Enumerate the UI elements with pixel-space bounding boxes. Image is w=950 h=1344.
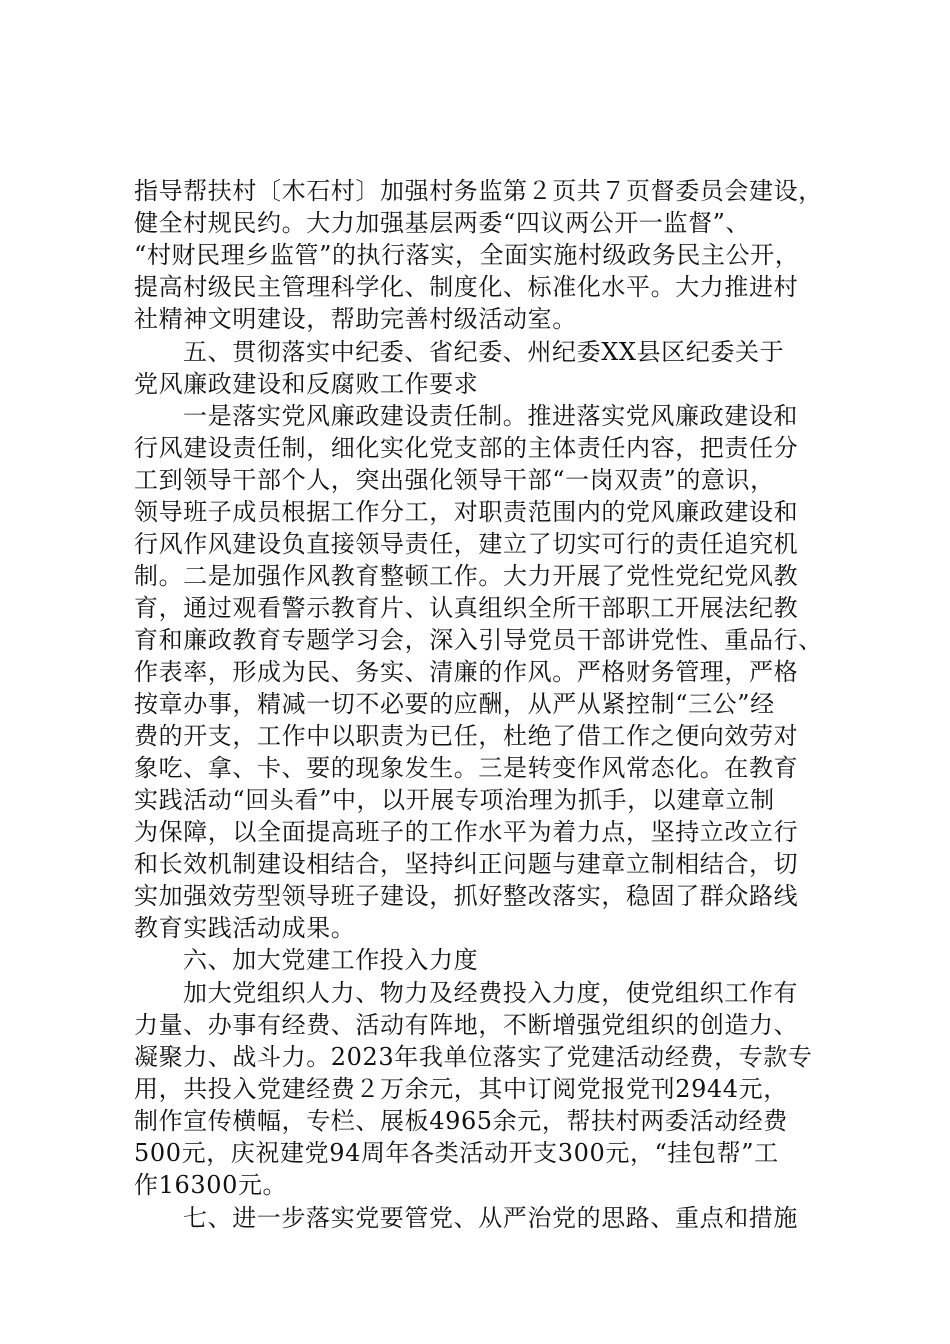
text-line: 实践活动“回头看”中，以开展专项治理为抓手，以建章立制 xyxy=(134,786,775,814)
text-line: 提高村级民主管理科学化、制度化、标准化水平。大力推进村 xyxy=(134,273,799,301)
text-line: 实加强效劳型领导班子建设，抓好整改落实，稳固了群众路线 xyxy=(134,882,799,910)
text-line: 育和廉政教育专题学习会，深入引导党员干部讲党性、重品行、 xyxy=(134,626,823,654)
text-line: 力量、办事有经费、活动有阵地，不断增强党组织的创造力、 xyxy=(134,1011,799,1039)
text-line: 领导班子成员根据工作分工，对职责范围内的党风廉政建设和 xyxy=(134,498,799,526)
text-line: 育，通过观看警示教育片、认真组织全所干部职工开展法纪教 xyxy=(134,594,799,622)
text-line: 行风作风建设负直接领导责任，建立了切实可行的责任追究机 xyxy=(134,530,799,558)
text-line: 和长效机制建设相结合，坚持纠正问题与建章立制相结合，切 xyxy=(134,850,799,878)
section-heading-cont: 党风廉政建设和反腐败工作要求 xyxy=(134,370,479,398)
text-line: “村财民理乡监管”的执行落实，全面实施村级政务民主公开， xyxy=(134,241,800,269)
text-line: 指导帮扶村〔木石村〕加强村务监第２页共７页督委员会建设， xyxy=(134,177,823,205)
text-line: 用，共投入党建经费２万余元，其中订阅党报党刊2944元， xyxy=(134,1075,788,1103)
text-line: 按章办事，精减一切不必要的应酬，从严从紧控制“三公”经 xyxy=(134,690,775,718)
text-line: 行风建设责任制，细化实化党支部的主体责任内容，把责任分 xyxy=(134,434,799,462)
text-line: 为保障，以全面提高班子的工作水平为着力点，坚持立改立行 xyxy=(134,818,799,846)
text-line: 凝聚力、战斗力。2023年我单位落实了党建活动经费，专款专 xyxy=(134,1043,813,1071)
text-line: 制。二是加强作风教育整顿工作。大力开展了党性党纪党风教 xyxy=(134,562,799,590)
text-line: 象吃、拿、卡、要的现象发生。三是转变作风常态化。在教育 xyxy=(134,754,799,782)
text-line: 社精神文明建设，帮助完善村级活动室。 xyxy=(134,305,577,333)
text-line: 教育实践活动成果。 xyxy=(134,914,356,942)
text-line: 工到领导干部个人，突出强化领导干部“一岗双责”的意识， xyxy=(134,466,775,494)
text-line: 500元，庆祝建党94周年各类活动开支300元，“挂包帮”工 xyxy=(134,1139,779,1167)
paragraph-start: 加大党组织人力、物力及经费投入力度，使党组织工作有 xyxy=(183,979,798,1007)
section-heading: 五、贯彻落实中纪委、省纪委、州纪委XX县区纪委关于 xyxy=(183,338,785,366)
text-line: 制作宣传横幅，专栏、展板4965余元，帮扶村两委活动经费 xyxy=(134,1107,788,1135)
section-heading: 七、进一步落实党要管党、从严治党的思路、重点和措施 xyxy=(183,1204,798,1232)
text-line: 费的开支，工作中以职责为已任，杜绝了借工作之便向效劳对 xyxy=(134,722,799,750)
text-line: 作16300元。 xyxy=(134,1171,288,1199)
paragraph-start: 一是落实党风廉政建设责任制。推进落实党风廉政建设和 xyxy=(183,402,798,430)
text-line: 健全村规民约。大力加强基层两委“四议两公开一监督”、 xyxy=(134,209,751,237)
text-line: 作表率，形成为民、务实、清廉的作风。严格财务管理，严格 xyxy=(134,658,799,686)
section-heading: 六、加大党建工作投入力度 xyxy=(183,946,479,974)
